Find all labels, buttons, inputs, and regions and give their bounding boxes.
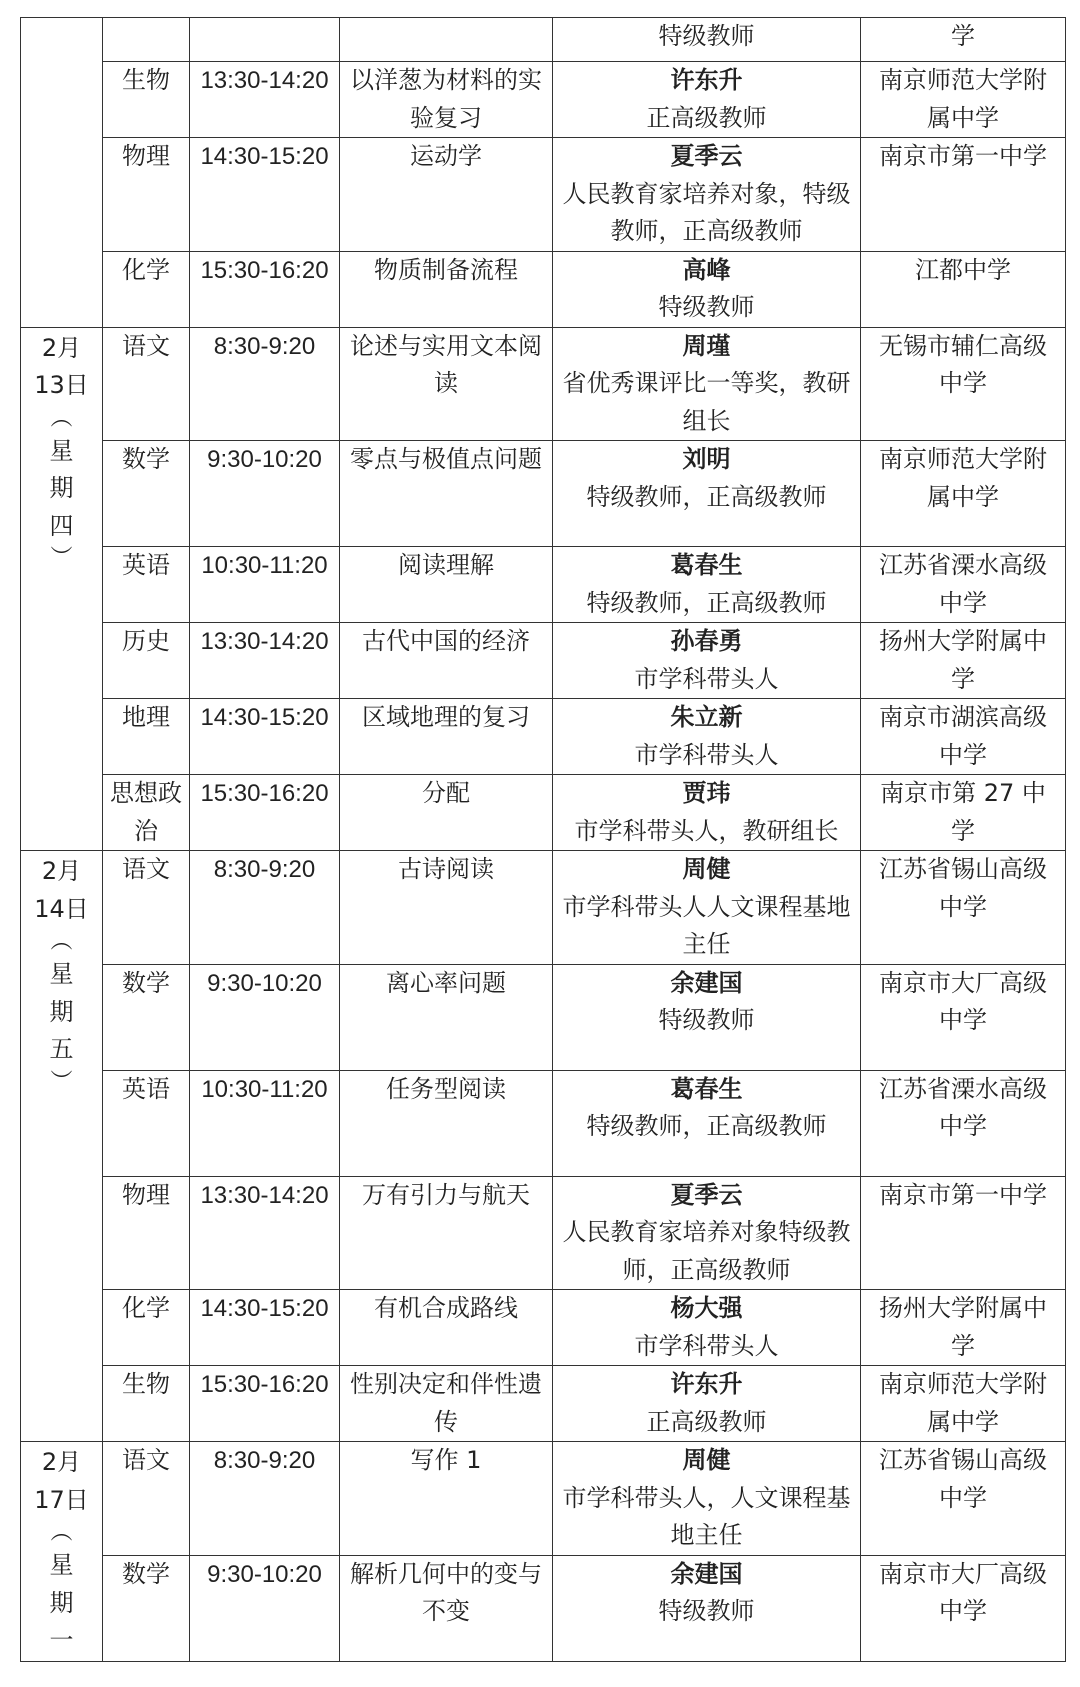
teacher-name: 夏季云: [670, 1180, 743, 1209]
time-cell: 9:30-10:20: [190, 1555, 340, 1661]
subject-cell: 英语: [103, 547, 190, 623]
subject-cell: 英语: [103, 1070, 190, 1176]
school-cell: 无锡市辅仁高级中学: [861, 327, 1066, 441]
school-cell: 南京师范大学附属中学: [861, 62, 1066, 138]
topic-cell: 论述与实用文本阅读: [340, 327, 553, 441]
subject-cell: 数学: [103, 441, 190, 547]
topic-cell: 万有引力与航天: [340, 1176, 553, 1290]
time-cell: 13:30-14:20: [190, 62, 340, 138]
topic-cell: 任务型阅读: [340, 1070, 553, 1176]
date-char: 星: [49, 436, 74, 465]
teacher-title: 市学科带头人人文课程基地主任: [562, 892, 851, 958]
date-char: ︵: [50, 405, 73, 431]
date-char: 星: [49, 960, 74, 988]
subject-cell: 生物: [103, 1366, 190, 1442]
teacher-title: 省优秀课评比一等奖，教研组长: [562, 369, 851, 435]
teacher-cell: [553, 623, 861, 699]
teacher-cell: [553, 1070, 861, 1176]
topic-cell: 以洋葱为材料的实验复习: [340, 62, 553, 138]
date-char: 一: [49, 1626, 74, 1654]
teacher-cell: [553, 699, 861, 775]
teacher-cell: [553, 547, 861, 623]
date-char: 14日: [34, 894, 89, 923]
teacher-title: 特级教师，正高级教师: [586, 588, 827, 617]
subject-cell: 生物: [103, 62, 190, 138]
school-cell: 江苏省锡山高级中学: [861, 1442, 1066, 1556]
time-cell: 13:30-14:20: [190, 623, 340, 699]
time-cell: 15:30-16:20: [190, 1366, 340, 1442]
time-cell: 8:30-9:20: [190, 1442, 340, 1556]
table-row: [21, 441, 1066, 547]
topic-cell: 有机合成路线: [340, 1290, 553, 1366]
subject-cell: 数学: [103, 1555, 190, 1661]
school-cell: 江苏省锡山高级中学: [861, 851, 1066, 965]
teacher-title: 特级教师: [658, 1006, 755, 1034]
teacher-title: 市学科带头人: [634, 740, 779, 769]
time-cell: 8:30-9:20: [190, 851, 340, 965]
time-cell: 14:30-15:20: [190, 138, 340, 252]
table-row: [21, 623, 1066, 699]
teacher-name: 周健: [682, 855, 731, 883]
topic-cell: 写作 1: [340, 1442, 553, 1556]
table-row: [21, 775, 1066, 851]
teacher-name: 葛春生: [670, 551, 743, 579]
table-row: [21, 1176, 1066, 1290]
topic-cell: 性别决定和伴性遗传: [340, 1366, 553, 1442]
school-cell: 扬州大学附属中学: [861, 623, 1066, 699]
teacher-title: 正高级教师: [646, 1407, 767, 1436]
date-cell: [21, 327, 103, 851]
teacher-name: 孙春勇: [670, 627, 743, 655]
teacher-cell: [553, 327, 861, 441]
time-cell: 9:30-10:20: [190, 964, 340, 1070]
teacher-name: 朱立新: [670, 703, 743, 731]
topic-cell: 零点与极值点问题: [340, 441, 553, 547]
teacher-cell: [553, 851, 861, 965]
table-row: [21, 964, 1066, 1070]
date-char: 期: [49, 997, 74, 1026]
date-cell: [21, 851, 103, 1442]
topic-cell: 运动学: [340, 138, 553, 252]
date-char: 四: [49, 511, 74, 540]
teacher-cell: [553, 1290, 861, 1366]
teacher-cell: [553, 964, 861, 1070]
school-cell: 南京市第 27 中学: [861, 775, 1066, 851]
table-row: [21, 138, 1066, 252]
teacher-cell: [553, 138, 861, 252]
teacher-name: 夏季云: [670, 142, 743, 170]
time-cell: [190, 18, 340, 62]
teacher-cell: [553, 251, 861, 327]
school-cell: 南京师范大学附属中学: [861, 441, 1066, 547]
school-cell: 学: [861, 18, 1066, 62]
date-char: 期: [49, 474, 74, 502]
teacher-title: 特级教师，正高级教师: [586, 1112, 827, 1140]
time-cell: 10:30-11:20: [190, 1070, 340, 1176]
date-cell: [21, 18, 103, 328]
teacher-name: 葛春生: [670, 1074, 743, 1103]
teacher-cell: [553, 18, 861, 62]
school-cell: 江苏省溧水高级中学: [861, 1070, 1066, 1176]
school-cell: 南京市第一中学: [861, 1176, 1066, 1290]
date-char: 17日: [34, 1485, 89, 1514]
schedule-table: [20, 17, 1066, 1662]
teacher-name: 余建国: [670, 1559, 743, 1588]
table-row: [21, 18, 1066, 62]
time-cell: 9:30-10:20: [190, 441, 340, 547]
teacher-title: 市学科带头人: [634, 664, 779, 693]
subject-cell: [103, 18, 190, 62]
date-char: ︵: [50, 1520, 73, 1545]
teacher-cell: [553, 441, 861, 547]
subject-cell: 物理: [103, 1176, 190, 1290]
teacher-cell: [553, 1366, 861, 1442]
date-char: ︵: [50, 929, 73, 954]
table-row: [21, 1555, 1066, 1661]
subject-cell: 化学: [103, 1290, 190, 1366]
teacher-name: 余建国: [670, 968, 743, 997]
date-char: 13日: [34, 371, 89, 399]
school-cell: 南京市大厂高级中学: [861, 964, 1066, 1070]
date-char: ︶: [50, 1069, 73, 1095]
time-cell: 14:30-15:20: [190, 699, 340, 775]
teacher-name: 贾玮: [682, 779, 731, 807]
date-cell: [21, 1442, 103, 1662]
subject-cell: 化学: [103, 251, 190, 327]
table-row: [21, 699, 1066, 775]
date-char: 2月: [41, 857, 82, 885]
date-char: ︶: [50, 546, 73, 571]
subject-cell: 思想政治: [103, 775, 190, 851]
table-row: [21, 251, 1066, 327]
teacher-title: 市学科带头人，人文课程基地主任: [562, 1483, 851, 1549]
table-row: [21, 547, 1066, 623]
subject-cell: 语文: [103, 851, 190, 965]
subject-cell: 数学: [103, 964, 190, 1070]
topic-cell: 物质制备流程: [340, 251, 553, 327]
school-cell: 南京市大厂高级中学: [861, 1555, 1066, 1661]
teacher-name: 周健: [682, 1446, 731, 1474]
date-char: 2月: [41, 333, 82, 362]
school-cell: 扬州大学附属中学: [861, 1290, 1066, 1366]
time-cell: 14:30-15:20: [190, 1290, 340, 1366]
table-row: [21, 1366, 1066, 1442]
teacher-name: 刘明: [682, 445, 731, 473]
teacher-title: 特级教师: [658, 293, 755, 321]
teacher-title: 特级教师: [658, 22, 755, 50]
teacher-title: 人民教育家培养对象特级教师，正高级教师: [562, 1218, 851, 1284]
table-row: [21, 62, 1066, 138]
time-cell: 15:30-16:20: [190, 251, 340, 327]
school-cell: 南京市第一中学: [861, 138, 1066, 252]
teacher-cell: [553, 62, 861, 138]
topic-cell: 古代中国的经济: [340, 623, 553, 699]
table-row: [21, 851, 1066, 965]
teacher-title: 人民教育家培养对象，特级教师，正高级教师: [562, 179, 851, 245]
subject-cell: 语文: [103, 1442, 190, 1556]
topic-cell: 分配: [340, 775, 553, 851]
teacher-title: 正高级教师: [646, 103, 767, 132]
teacher-title: 市学科带头人，教研组长: [574, 816, 839, 845]
time-cell: 10:30-11:20: [190, 547, 340, 623]
date-char: 星: [49, 1551, 74, 1579]
topic-cell: 解析几何中的变与不变: [340, 1555, 553, 1661]
school-cell: 南京市湖滨高级中学: [861, 699, 1066, 775]
topic-cell: 古诗阅读: [340, 851, 553, 965]
date-char: 2月: [41, 1448, 82, 1476]
topic-cell: 阅读理解: [340, 547, 553, 623]
subject-cell: 历史: [103, 623, 190, 699]
time-cell: 8:30-9:20: [190, 327, 340, 441]
teacher-name: 杨大强: [670, 1294, 743, 1322]
school-cell: 江苏省溧水高级中学: [861, 547, 1066, 623]
teacher-title: 特级教师，正高级教师: [586, 482, 827, 511]
teacher-name: 许东升: [670, 66, 743, 94]
teacher-name: 许东升: [670, 1370, 743, 1398]
date-char: 五: [49, 1035, 74, 1063]
date-char: 期: [49, 1588, 74, 1617]
teacher-cell: [553, 1176, 861, 1290]
teacher-cell: [553, 1442, 861, 1556]
teacher-title: 市学科带头人: [634, 1331, 779, 1360]
table-row: [21, 1442, 1066, 1556]
school-cell: 江都中学: [861, 251, 1066, 327]
teacher-name: 高峰: [682, 255, 731, 284]
table-row: [21, 327, 1066, 441]
subject-cell: 物理: [103, 138, 190, 252]
subject-cell: 地理: [103, 699, 190, 775]
teacher-name: 周瑾: [682, 331, 731, 360]
subject-cell: 语文: [103, 327, 190, 441]
topic-cell: 区域地理的复习: [340, 699, 553, 775]
table-row: [21, 1070, 1066, 1176]
topic-cell: 离心率问题: [340, 964, 553, 1070]
time-cell: 15:30-16:20: [190, 775, 340, 851]
teacher-cell: [553, 1555, 861, 1661]
school-cell: 南京师范大学附属中学: [861, 1366, 1066, 1442]
table-row: [21, 1290, 1066, 1366]
teacher-title: 特级教师: [658, 1597, 755, 1625]
time-cell: 13:30-14:20: [190, 1176, 340, 1290]
topic-cell: [340, 18, 553, 62]
teacher-cell: [553, 775, 861, 851]
